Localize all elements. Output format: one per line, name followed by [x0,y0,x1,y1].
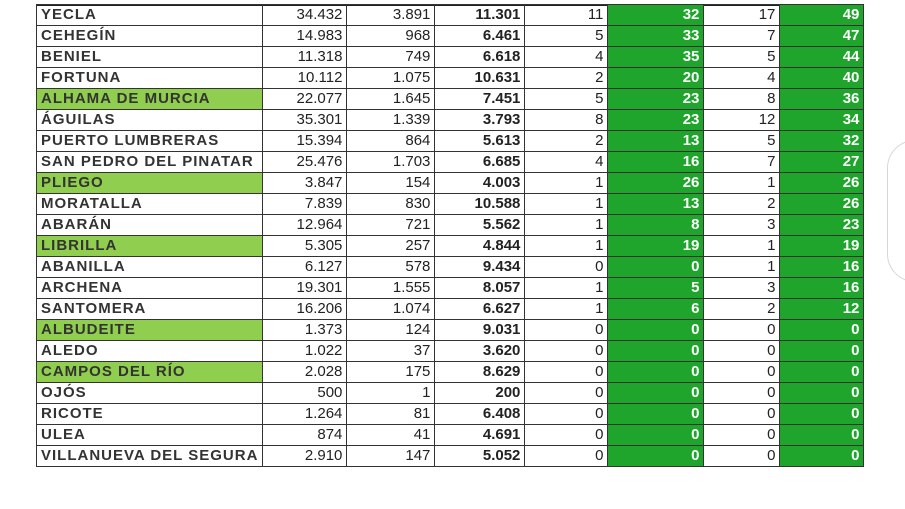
table-row [37,68,864,89]
municipality-name-cell: YECLA [37,5,263,26]
value-cell-c2: 578 [347,257,435,278]
value-cell-c3: 3.793 [435,110,525,131]
value-cell-c5: 13 [608,194,704,215]
municipality-name-cell: ULEA [37,425,263,446]
value-cell-c2: 1.339 [347,110,435,131]
table-row [37,362,864,383]
table-row [37,320,864,341]
value-cell-c3: 6.618 [435,47,525,68]
value-cell-c3: 5.613 [435,131,525,152]
value-cell-c7: 23 [780,215,864,236]
table-row [37,194,864,215]
value-cell-c7: 34 [780,110,864,131]
value-cell-c4: 1 [525,173,608,194]
value-cell-c3: 200 [435,383,525,404]
value-cell-c2: 1.075 [347,68,435,89]
municipality-name-cell: PUERTO LUMBRERAS [37,131,263,152]
value-cell-c6: 5 [704,47,780,68]
value-cell-c1: 14.983 [263,26,347,47]
value-cell-c1: 7.839 [263,194,347,215]
value-cell-c6: 3 [704,215,780,236]
value-cell-c4: 5 [525,26,608,47]
value-cell-c2: 257 [347,236,435,257]
scroll-edge-indicator [887,140,905,282]
value-cell-c6: 8 [704,89,780,110]
table-row [37,299,864,320]
value-cell-c5: 5 [608,278,704,299]
table-row [37,131,864,152]
value-cell-c4: 2 [525,68,608,89]
municipality-name-cell: CAMPOS DEL RÍO [37,362,263,383]
value-cell-c3: 9.031 [435,320,525,341]
value-cell-c7: 16 [780,257,864,278]
value-cell-c6: 0 [704,362,780,383]
value-cell-c1: 16.206 [263,299,347,320]
value-cell-c6: 17 [704,5,780,26]
municipality-name-cell: CEHEGÍN [37,26,263,47]
municipality-table [36,4,864,467]
value-cell-c2: 721 [347,215,435,236]
value-cell-c6: 1 [704,173,780,194]
value-cell-c1: 6.127 [263,257,347,278]
value-cell-c1: 1.264 [263,404,347,425]
value-cell-c2: 3.891 [347,5,435,26]
value-cell-c1: 12.964 [263,215,347,236]
value-cell-c3: 11.301 [435,5,525,26]
municipality-name-cell: RICOTE [37,404,263,425]
value-cell-c7: 36 [780,89,864,110]
value-cell-c1: 15.394 [263,131,347,152]
value-cell-c3: 6.408 [435,404,525,425]
value-cell-c3: 6.627 [435,299,525,320]
value-cell-c3: 8.057 [435,278,525,299]
value-cell-c6: 0 [704,341,780,362]
value-cell-c4: 0 [525,404,608,425]
table-row [37,404,864,425]
value-cell-c1: 19.301 [263,278,347,299]
value-cell-c5: 32 [608,5,704,26]
value-cell-c4: 8 [525,110,608,131]
value-cell-c1: 1.373 [263,320,347,341]
value-cell-c6: 2 [704,299,780,320]
table-row [37,5,864,26]
value-cell-c2: 154 [347,173,435,194]
municipality-name-cell: SAN PEDRO DEL PINATAR [37,152,263,173]
value-cell-c7: 16 [780,278,864,299]
value-cell-c5: 8 [608,215,704,236]
value-cell-c5: 16 [608,152,704,173]
value-cell-c7: 0 [780,341,864,362]
value-cell-c1: 22.077 [263,89,347,110]
value-cell-c5: 33 [608,26,704,47]
value-cell-c1: 25.476 [263,152,347,173]
value-cell-c4: 0 [525,257,608,278]
table-row [37,152,864,173]
value-cell-c5: 0 [608,404,704,425]
value-cell-c5: 6 [608,299,704,320]
value-cell-c4: 0 [525,362,608,383]
value-cell-c7: 0 [780,425,864,446]
value-cell-c1: 1.022 [263,341,347,362]
value-cell-c4: 0 [525,341,608,362]
value-cell-c2: 1 [347,383,435,404]
table-row [37,383,864,404]
value-cell-c4: 1 [525,236,608,257]
value-cell-c4: 0 [525,446,608,467]
value-cell-c7: 0 [780,362,864,383]
value-cell-c2: 864 [347,131,435,152]
value-cell-c5: 0 [608,425,704,446]
value-cell-c6: 0 [704,320,780,341]
value-cell-c5: 0 [608,320,704,341]
value-cell-c3: 10.631 [435,68,525,89]
municipality-name-cell: ALEDO [37,341,263,362]
municipality-name-cell: ALHAMA DE MURCIA [37,89,263,110]
value-cell-c7: 19 [780,236,864,257]
value-cell-c2: 41 [347,425,435,446]
value-cell-c7: 0 [780,383,864,404]
value-cell-c4: 0 [525,383,608,404]
value-cell-c7: 40 [780,68,864,89]
municipality-name-cell: OJÓS [37,383,263,404]
value-cell-c6: 4 [704,68,780,89]
table-body [37,5,864,467]
value-cell-c5: 0 [608,446,704,467]
value-cell-c3: 9.434 [435,257,525,278]
value-cell-c6: 5 [704,131,780,152]
table-row [37,236,864,257]
value-cell-c7: 0 [780,446,864,467]
value-cell-c5: 0 [608,362,704,383]
value-cell-c5: 0 [608,257,704,278]
value-cell-c5: 26 [608,173,704,194]
value-cell-c2: 124 [347,320,435,341]
value-cell-c6: 7 [704,26,780,47]
value-cell-c5: 19 [608,236,704,257]
table-row [37,89,864,110]
value-cell-c2: 81 [347,404,435,425]
value-cell-c4: 11 [525,5,608,26]
value-cell-c6: 3 [704,278,780,299]
value-cell-c4: 1 [525,299,608,320]
value-cell-c5: 0 [608,383,704,404]
value-cell-c5: 13 [608,131,704,152]
table-row [37,173,864,194]
value-cell-c1: 2.028 [263,362,347,383]
municipality-name-cell: FORTUNA [37,68,263,89]
value-cell-c3: 4.844 [435,236,525,257]
value-cell-c2: 1.555 [347,278,435,299]
value-cell-c2: 749 [347,47,435,68]
value-cell-c1: 3.847 [263,173,347,194]
value-cell-c2: 175 [347,362,435,383]
municipality-name-cell: VILLANUEVA DEL SEGURA [37,446,263,467]
municipality-name-cell: ABANILLA [37,257,263,278]
value-cell-c7: 47 [780,26,864,47]
municipality-name-cell: SANTOMERA [37,299,263,320]
value-cell-c4: 0 [525,320,608,341]
value-cell-c4: 1 [525,278,608,299]
municipality-name-cell: ÁGUILAS [37,110,263,131]
table-row [37,446,864,467]
value-cell-c1: 35.301 [263,110,347,131]
value-cell-c7: 49 [780,5,864,26]
table-row [37,278,864,299]
value-cell-c4: 1 [525,194,608,215]
value-cell-c4: 5 [525,89,608,110]
value-cell-c1: 2.910 [263,446,347,467]
value-cell-c3: 6.461 [435,26,525,47]
value-cell-c7: 44 [780,47,864,68]
municipality-name-cell: ALBUDEITE [37,320,263,341]
value-cell-c2: 968 [347,26,435,47]
value-cell-c1: 10.112 [263,68,347,89]
value-cell-c1: 11.318 [263,47,347,68]
value-cell-c5: 23 [608,110,704,131]
value-cell-c3: 4.003 [435,173,525,194]
value-cell-c5: 20 [608,68,704,89]
value-cell-c2: 1.074 [347,299,435,320]
value-cell-c5: 35 [608,47,704,68]
value-cell-c7: 0 [780,320,864,341]
municipality-name-cell: ABARÁN [37,215,263,236]
value-cell-c2: 830 [347,194,435,215]
municipality-name-cell: BENIEL [37,47,263,68]
value-cell-c7: 26 [780,173,864,194]
table-row [37,26,864,47]
value-cell-c7: 12 [780,299,864,320]
value-cell-c6: 7 [704,152,780,173]
value-cell-c3: 7.451 [435,89,525,110]
value-cell-c1: 500 [263,383,347,404]
value-cell-c6: 2 [704,194,780,215]
value-cell-c6: 0 [704,404,780,425]
municipality-name-cell: ARCHENA [37,278,263,299]
value-cell-c7: 26 [780,194,864,215]
value-cell-c1: 5.305 [263,236,347,257]
value-cell-c7: 0 [780,404,864,425]
value-cell-c4: 4 [525,152,608,173]
value-cell-c5: 23 [608,89,704,110]
table-row [37,341,864,362]
value-cell-c6: 1 [704,236,780,257]
value-cell-c2: 147 [347,446,435,467]
value-cell-c4: 1 [525,215,608,236]
table-row [37,425,864,446]
value-cell-c2: 1.645 [347,89,435,110]
value-cell-c3: 8.629 [435,362,525,383]
value-cell-c2: 1.703 [347,152,435,173]
value-cell-c4: 0 [525,425,608,446]
value-cell-c6: 0 [704,446,780,467]
value-cell-c1: 874 [263,425,347,446]
municipality-name-cell: MORATALLA [37,194,263,215]
table-row [37,47,864,68]
value-cell-c3: 6.685 [435,152,525,173]
value-cell-c4: 4 [525,47,608,68]
municipality-name-cell: LIBRILLA [37,236,263,257]
value-cell-c1: 34.432 [263,5,347,26]
table-row [37,257,864,278]
value-cell-c3: 10.588 [435,194,525,215]
value-cell-c7: 27 [780,152,864,173]
municipality-name-cell: PLIEGO [37,173,263,194]
value-cell-c4: 2 [525,131,608,152]
value-cell-c3: 4.691 [435,425,525,446]
value-cell-c6: 0 [704,383,780,404]
value-cell-c6: 0 [704,425,780,446]
value-cell-c3: 3.620 [435,341,525,362]
value-cell-c3: 5.052 [435,446,525,467]
value-cell-c5: 0 [608,341,704,362]
value-cell-c2: 37 [347,341,435,362]
table-row [37,215,864,236]
value-cell-c3: 5.562 [435,215,525,236]
table-row [37,110,864,131]
value-cell-c7: 32 [780,131,864,152]
value-cell-c6: 1 [704,257,780,278]
value-cell-c6: 12 [704,110,780,131]
